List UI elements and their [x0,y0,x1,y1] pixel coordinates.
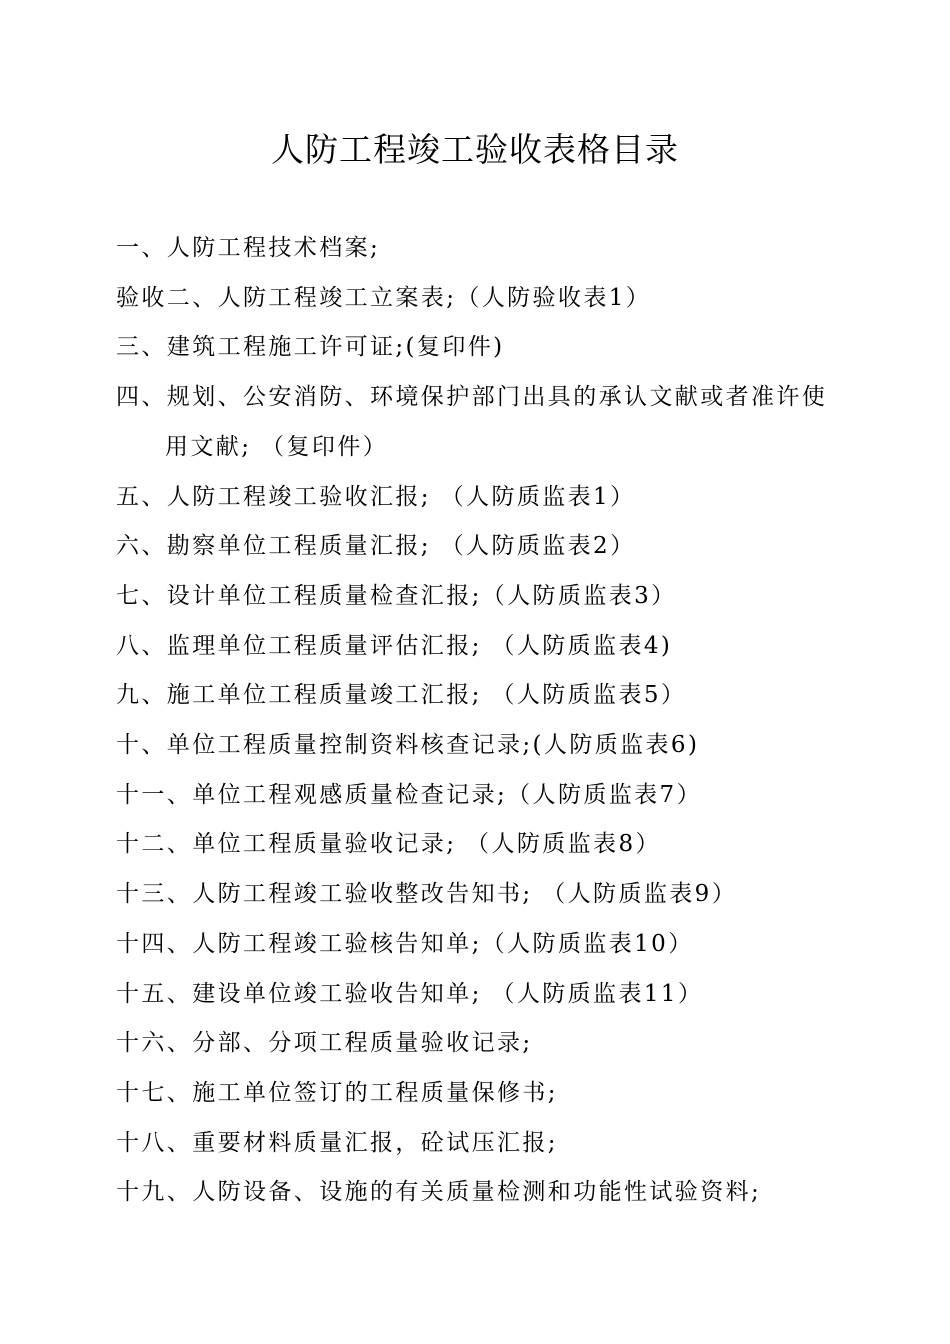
list-item: 六、勘察单位工程质量汇报; （人防质监表2） [116,533,636,560]
list-item: 十八、重要材料质量汇报，砼试压汇报; [116,1129,558,1156]
list-item: 一、人防工程技术档案; [116,235,381,261]
list-item: 十三、人防工程竣工验收整改告知书; （人防质监表9） [116,881,738,908]
document-title: 人防工程竣工验收表格目录 [271,130,679,169]
list-item: 十、单位工程质量控制资料核查记录;(人防质监表6) [116,732,700,759]
table-of-contents [116,224,846,1218]
list-item: 十七、施工单位签订的工程质量保修书; [116,1079,558,1106]
list-item: 九、施工单位工程质量竣工汇报; （人防质监表5） [116,682,687,709]
list-item: 十九、人防设备、设施的有关质量检测和功能性试验资料; [116,1179,762,1206]
list-item: 三、建筑工程施工许可证;(复印件) [116,334,505,361]
list-item: 四、规划、公安消防、环境保护部门出具的承认文献或者准许使用文献; （复印件） [116,384,828,460]
list-item: 十四、人防工程竣工验核告知单;（人防质监表10） [116,930,694,957]
list-item: 七、设计单位工程质量检查汇报;（人防质监表3） [116,582,677,609]
list-item: 五、人防工程竣工验收汇报; （人防质监表1） [116,483,636,510]
list-item: 十一、单位工程观感质量检查记录;（人防质监表7） [116,781,702,808]
list-item: 十五、建设单位竣工验收告知单; （人防质监表11） [116,980,704,1007]
list-item: 验收二、人防工程竣工立案表;（人防验收表1） [116,284,652,311]
list-item: 十六、分部、分项工程质量验收记录; [116,1030,533,1057]
list-item: 十二、单位工程质量验收记录; （人防质监表8） [116,831,661,858]
list-item: 八、监理单位工程质量评估汇报; （人防质监表4) [116,632,673,659]
